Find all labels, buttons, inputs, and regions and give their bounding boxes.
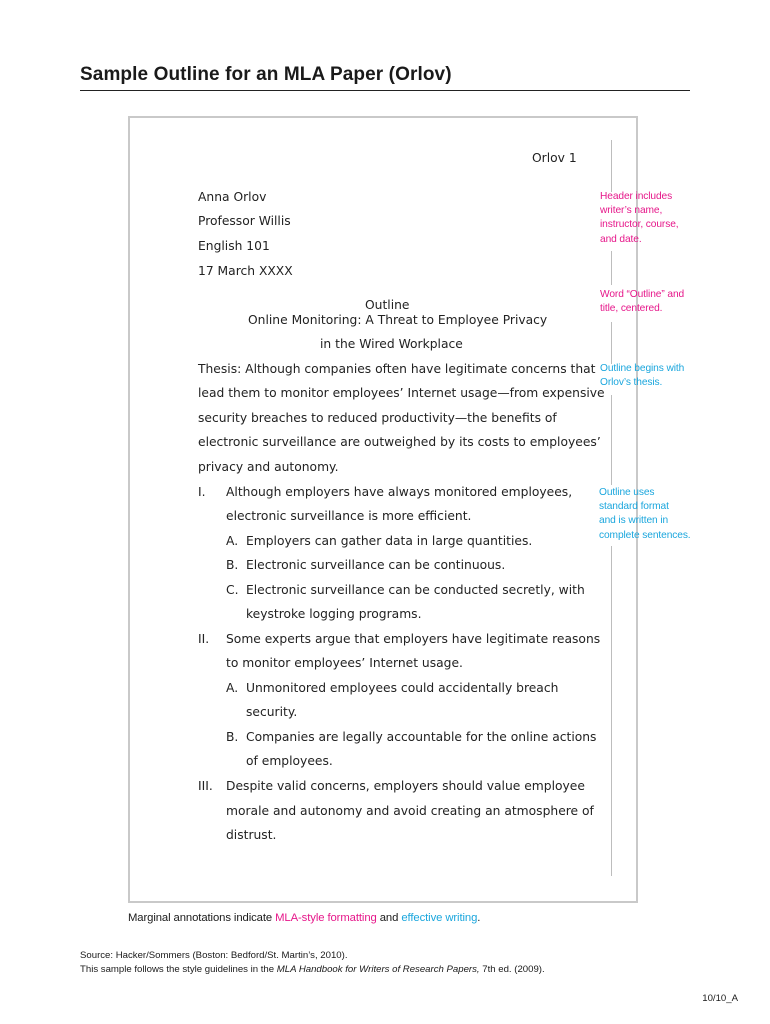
outline-point-line: Some experts argue that employers have legitimate reasons bbox=[226, 632, 601, 646]
outline-numeral: III. bbox=[198, 779, 213, 793]
thesis-line: privacy and autonomy. bbox=[198, 460, 339, 474]
outline-point-line: Despite valid concerns, employers should value employee bbox=[226, 779, 585, 793]
paper-title-line-2: in the Wired Workplace bbox=[320, 337, 463, 351]
outline-sub-line: of employees. bbox=[246, 754, 333, 768]
outline-numeral: I. bbox=[198, 485, 206, 499]
outline-sub-line: Companies are legally accountable for the online actions bbox=[246, 730, 597, 744]
running-head: Orlov 1 bbox=[532, 151, 577, 165]
guideline-prefix: This sample follows the style guidelines in the bbox=[80, 964, 277, 975]
annotation-title: Word “Outline” and title, centered. bbox=[600, 289, 685, 315]
guideline-suffix: 7th ed. (2009). bbox=[479, 964, 545, 975]
annotation-thesis: Outline begins with Orlov’s thesis. bbox=[600, 363, 685, 389]
thesis-line: electronic surveillance are outweighed by its costs to employees’ bbox=[198, 435, 601, 449]
thesis-line: security breaches to reduced productivity—the benefits of bbox=[198, 411, 557, 425]
guideline-title: MLA Handbook for Writers of Research Papers, bbox=[276, 964, 480, 975]
outline-point-line: electronic surveillance is more efficient. bbox=[226, 509, 472, 523]
title-underline bbox=[80, 90, 690, 91]
style-guideline-note bbox=[80, 964, 545, 975]
legend-writing: effective writing bbox=[401, 912, 478, 924]
page-title: Sample Outline for an MLA Paper (Orlov) bbox=[80, 64, 452, 85]
thesis-line: Thesis: Although companies often have legitimate concerns that bbox=[198, 362, 596, 376]
source-citation: Source: Hacker/Sommers (Boston: Bedford/St. Martin’s, 2010). bbox=[80, 950, 348, 961]
outline-sub-line: security. bbox=[246, 705, 298, 719]
legend-mla: MLA-style formatting bbox=[275, 912, 377, 924]
outline-sub-line: Employers can gather data in large quantities. bbox=[246, 534, 533, 548]
outline-sub-line: Electronic surveillance can be continuous. bbox=[246, 558, 506, 572]
annotation-connector bbox=[611, 546, 612, 876]
legend-suffix: . bbox=[477, 912, 481, 924]
outline-sub-letter: A. bbox=[226, 681, 239, 695]
thesis-line: lead them to monitor employees’ Internet usage—from expensive bbox=[198, 386, 605, 400]
outline-point-line: morale and autonomy and avoid creating an atmosphere of bbox=[226, 804, 594, 818]
annotation-connector bbox=[611, 140, 612, 192]
outline-sub-letter: C. bbox=[226, 583, 239, 597]
page-code: 10/10_A bbox=[702, 993, 738, 1004]
course-name: English 101 bbox=[198, 239, 270, 253]
outline-sub-line: keystroke logging programs. bbox=[246, 607, 422, 621]
outline-point-line: distrust. bbox=[226, 828, 277, 842]
annotation-legend bbox=[128, 912, 480, 924]
annotation-connector bbox=[611, 322, 612, 364]
annotation-format: Outline uses standard format and is written in complete sentences. bbox=[599, 487, 691, 541]
outline-point-line: to monitor employees’ Internet usage. bbox=[226, 656, 463, 670]
outline-sub-line: Electronic surveillance can be conducted secretly, with bbox=[246, 583, 585, 597]
outline-sub-letter: B. bbox=[226, 730, 239, 744]
author-name: Anna Orlov bbox=[198, 190, 267, 204]
outline-point-line: Although employers have always monitored employees, bbox=[226, 485, 573, 499]
outline-label-text: Outline bbox=[365, 298, 410, 312]
outline-sub-letter: B. bbox=[226, 558, 239, 572]
legend-middle: and bbox=[376, 912, 402, 924]
legend-prefix: Marginal annotations indicate bbox=[128, 912, 276, 924]
outline-sub-line: Unmonitored employees could accidentally breach bbox=[246, 681, 559, 695]
annotation-connector bbox=[611, 251, 612, 285]
paper-date: 17 March XXXX bbox=[198, 264, 293, 278]
paper-title-line-1: Online Monitoring: A Threat to Employee Privacy bbox=[248, 313, 548, 327]
instructor-name: Professor Willis bbox=[198, 214, 291, 228]
annotation-header: Header includes writer’s name, instructor, course, and date. bbox=[600, 191, 679, 245]
outline-numeral: II. bbox=[198, 632, 210, 646]
outline-sub-letter: A. bbox=[226, 534, 239, 548]
annotation-connector bbox=[611, 395, 612, 485]
